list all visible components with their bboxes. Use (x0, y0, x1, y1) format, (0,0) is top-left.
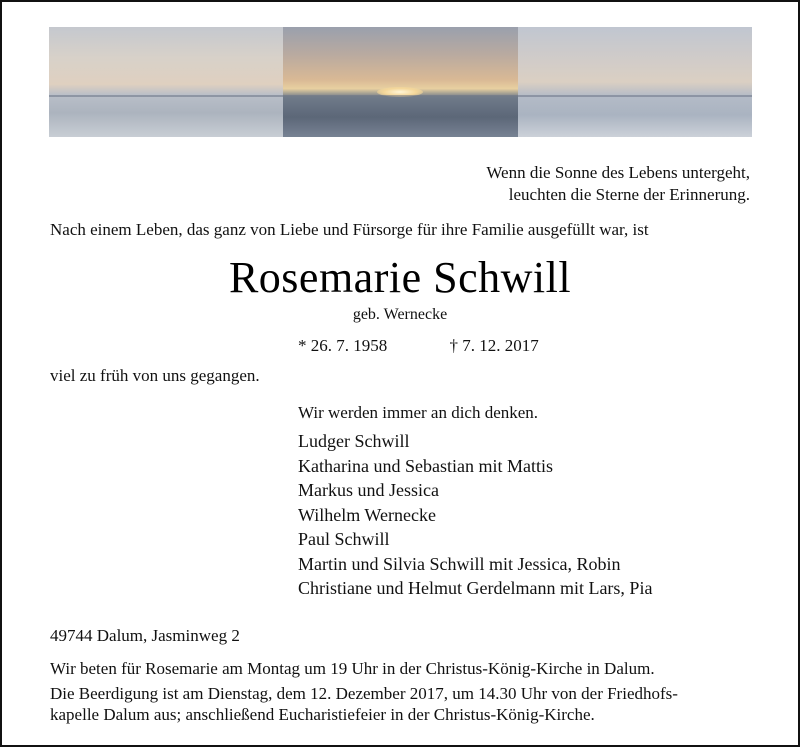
mourner-entry: Ludger Schwill (298, 431, 410, 451)
deceased-name: Rosemarie Schwill (228, 253, 572, 302)
intro-text: Nach einem Leben, das ganz von Liebe und Fürsorge für ihre Familie ausgefüllt war, ist (50, 220, 649, 239)
mourner-entry: Paul Schwill (298, 529, 390, 549)
mourner-entry: Katharina und Sebastian mit Mattis (298, 455, 553, 476)
mourner-entry: Markus und Jessica (298, 480, 439, 500)
mourner-entry: Martin und Silvia Schwill mit Jessica, Robin (298, 553, 621, 574)
horizon-line (49, 95, 752, 97)
mourner-entry: Christiane und Helmut Gerdelmann mit Lars, Pia (298, 578, 653, 598)
banner-panel-center (283, 27, 517, 137)
banner-panel-right (518, 27, 752, 137)
passing-text: viel zu früh von uns gegangen. (50, 366, 260, 385)
maiden-name: geb. Wernecke (352, 306, 448, 323)
mourners-list (298, 429, 652, 601)
mourner-entry: Wilhelm Wernecke (298, 504, 436, 525)
family-address: 49744 Dalum, Jasminweg 2 (50, 626, 240, 645)
motto-quote (486, 162, 750, 206)
birth-date: * 26. 7. 1958 (298, 336, 388, 355)
prayer-service-info: Wir beten für Rosemarie am Montag um 19 Uhr in der Christus-König-Kirche in Dalum. (50, 659, 655, 678)
funeral-line-2: kapelle Dalum aus; anschließend Eucharistiefeier in der Christus-König-Kirche. (50, 705, 595, 724)
motto-line-2: leuchten die Sterne der Erinnerung. (508, 185, 750, 204)
funeral-line-1: Die Beerdigung ist am Dienstag, dem 12. Dezember 2017, um 14.30 Uhr von der Friedhofs- (50, 684, 678, 703)
motto-line-1: Wenn die Sonne des Lebens untergeht, (486, 163, 750, 182)
banner-panel-left (49, 27, 283, 137)
life-dates (298, 336, 539, 356)
remembrance-line: Wir werden immer an dich denken. (298, 403, 539, 422)
funeral-info (50, 683, 754, 725)
sunset-banner-image (49, 27, 752, 137)
death-date: † 7. 12. 2017 (449, 336, 539, 355)
